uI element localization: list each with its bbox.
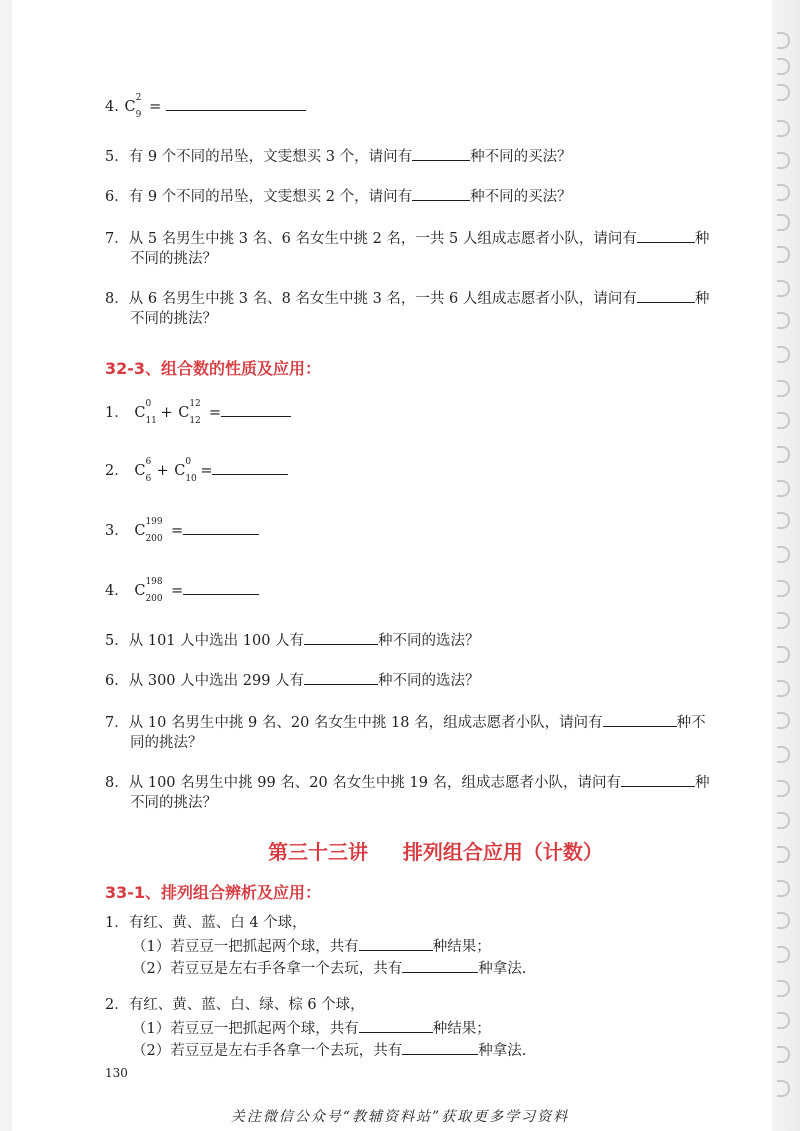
formula-2: 2． C 6 6 + C 0 10 = <box>105 458 288 482</box>
binding-ring <box>777 612 790 629</box>
binding-ring <box>777 1012 790 1029</box>
answer-blank[interactable] <box>402 956 478 973</box>
combination-symbol: C 6 6 <box>134 457 152 484</box>
answer-blank[interactable] <box>412 144 470 161</box>
spiral-binding <box>772 0 800 1131</box>
binding-ring <box>777 1046 790 1063</box>
question-32-3-7: 7．从 10 名男生中挑 9 名、20 名女生中挑 18 名，组成志愿者小队，请问有 种不 <box>105 710 706 734</box>
footer-note: 关注微信公众号“教辅资料站”获取更多学习资料 <box>230 1109 570 1125</box>
binding-ring <box>777 1080 790 1097</box>
problem-1-part-2: （2）若豆豆是左右手各拿一个去玩，共有 种拿法. <box>132 956 526 980</box>
answer-blank[interactable] <box>412 184 470 201</box>
binding-ring <box>777 380 790 397</box>
combination-symbol: C 199 200 <box>134 517 163 544</box>
formula-1: 1． C 0 11 + C 12 12 = <box>105 400 291 424</box>
binding-ring <box>777 880 790 897</box>
binding-ring <box>777 280 790 297</box>
problem-2-part-2: （2）若豆豆是左右手各拿一个去玩，共有 种拿法. <box>132 1038 526 1062</box>
binding-ring <box>777 846 790 863</box>
binding-ring <box>777 980 790 997</box>
binding-ring <box>777 780 790 797</box>
question-8-continued: 不同的挑法？ <box>130 311 217 327</box>
answer-blank[interactable] <box>183 518 259 535</box>
answer-blank[interactable] <box>603 710 677 727</box>
problem-1-part-1: （1）若豆豆一把抓起两个球，共有 种结果； <box>132 934 491 958</box>
binding-ring <box>777 712 790 729</box>
combination-symbol: C 0 11 <box>134 399 157 426</box>
question-32-3-8: 8．从 100 名男生中挑 99 名、20 名女生中挑 19 名，组成志愿者小队，请问有 种 <box>105 770 710 794</box>
combination-symbol: C 198 200 <box>134 577 163 604</box>
binding-ring <box>777 512 790 529</box>
formula-3: 3． C 199 200 = <box>105 518 259 542</box>
binding-ring <box>777 312 790 329</box>
problem-2: 2．有红、黄、蓝、白、绿、棕 6 个球， <box>105 997 365 1013</box>
question-32-3-5: 5．从 101 人中选出 100 人有 种不同的选法？ <box>105 628 480 652</box>
binding-ring <box>777 184 790 201</box>
question-32-3-6: 6．从 300 人中选出 299 人有 种不同的选法？ <box>105 668 480 692</box>
question-32-3-8-continued: 不同的挑法？ <box>130 795 217 811</box>
binding-ring <box>777 746 790 763</box>
question-32-3-7-continued: 同的挑法？ <box>130 735 203 751</box>
binding-ring <box>777 246 790 263</box>
answer-blank[interactable] <box>621 770 695 787</box>
binding-ring <box>777 346 790 363</box>
binding-ring <box>777 680 790 697</box>
answer-blank[interactable] <box>359 934 433 951</box>
question-4-combination: 4. C 2 9 = <box>105 94 306 118</box>
answer-blank[interactable] <box>183 578 259 595</box>
binding-ring <box>777 120 790 137</box>
binding-ring <box>777 412 790 429</box>
answer-blank[interactable] <box>637 286 695 303</box>
binding-ring <box>777 812 790 829</box>
question-6: 6．有 9 个不同的吊坠，文雯想买 2 个，请问有 种不同的买法？ <box>105 184 572 208</box>
answer-blank[interactable] <box>402 1038 478 1055</box>
binding-ring <box>777 152 790 169</box>
binding-ring <box>777 84 790 101</box>
question-7: 7．从 5 名男生中挑 3 名、6 名女生中挑 2 名，一共 5 人组成志愿者小队，请问有 种 <box>105 226 709 250</box>
binding-ring <box>777 646 790 663</box>
answer-blank[interactable] <box>304 628 378 645</box>
problem-1: 1．有红、黄、蓝、白 4 个球， <box>105 915 307 931</box>
binding-ring <box>777 580 790 597</box>
combination-symbol: C 0 10 <box>174 457 197 484</box>
page-number: 130 <box>105 1066 128 1080</box>
section-heading-33-1: 33-1、排列组合辨析及应用： <box>105 883 322 902</box>
answer-blank[interactable] <box>304 668 378 685</box>
answer-blank[interactable] <box>212 458 288 475</box>
question-7-continued: 不同的挑法？ <box>130 251 217 267</box>
binding-ring <box>777 480 790 497</box>
answer-blank[interactable] <box>221 400 291 417</box>
binding-ring <box>777 32 790 49</box>
answer-blank[interactable] <box>166 94 306 111</box>
question-8: 8．从 6 名男生中挑 3 名、8 名女生中挑 3 名，一共 6 人组成志愿者小队，请问有 种 <box>105 286 709 310</box>
formula-4: 4． C 198 200 = <box>105 578 259 602</box>
section-heading-32-3: 32-3、组合数的性质及应用： <box>105 359 322 378</box>
binding-ring <box>777 946 790 963</box>
problem-2-part-1: （1）若豆豆一把抓起两个球，共有 种结果； <box>132 1016 491 1040</box>
combination-symbol: C 2 9 <box>124 93 142 120</box>
binding-ring <box>777 912 790 929</box>
answer-blank[interactable] <box>637 226 695 243</box>
binding-ring <box>777 58 790 75</box>
binding-ring <box>777 214 790 231</box>
combination-symbol: C 12 12 <box>178 399 201 426</box>
question-5: 5．有 9 个不同的吊坠，文雯想买 3 个，请问有 种不同的买法？ <box>105 144 572 168</box>
binding-ring <box>777 546 790 563</box>
answer-blank[interactable] <box>359 1016 433 1033</box>
chapter-title: 第三十三讲 排列组合应用（计数） <box>268 840 603 864</box>
binding-ring <box>777 446 790 463</box>
